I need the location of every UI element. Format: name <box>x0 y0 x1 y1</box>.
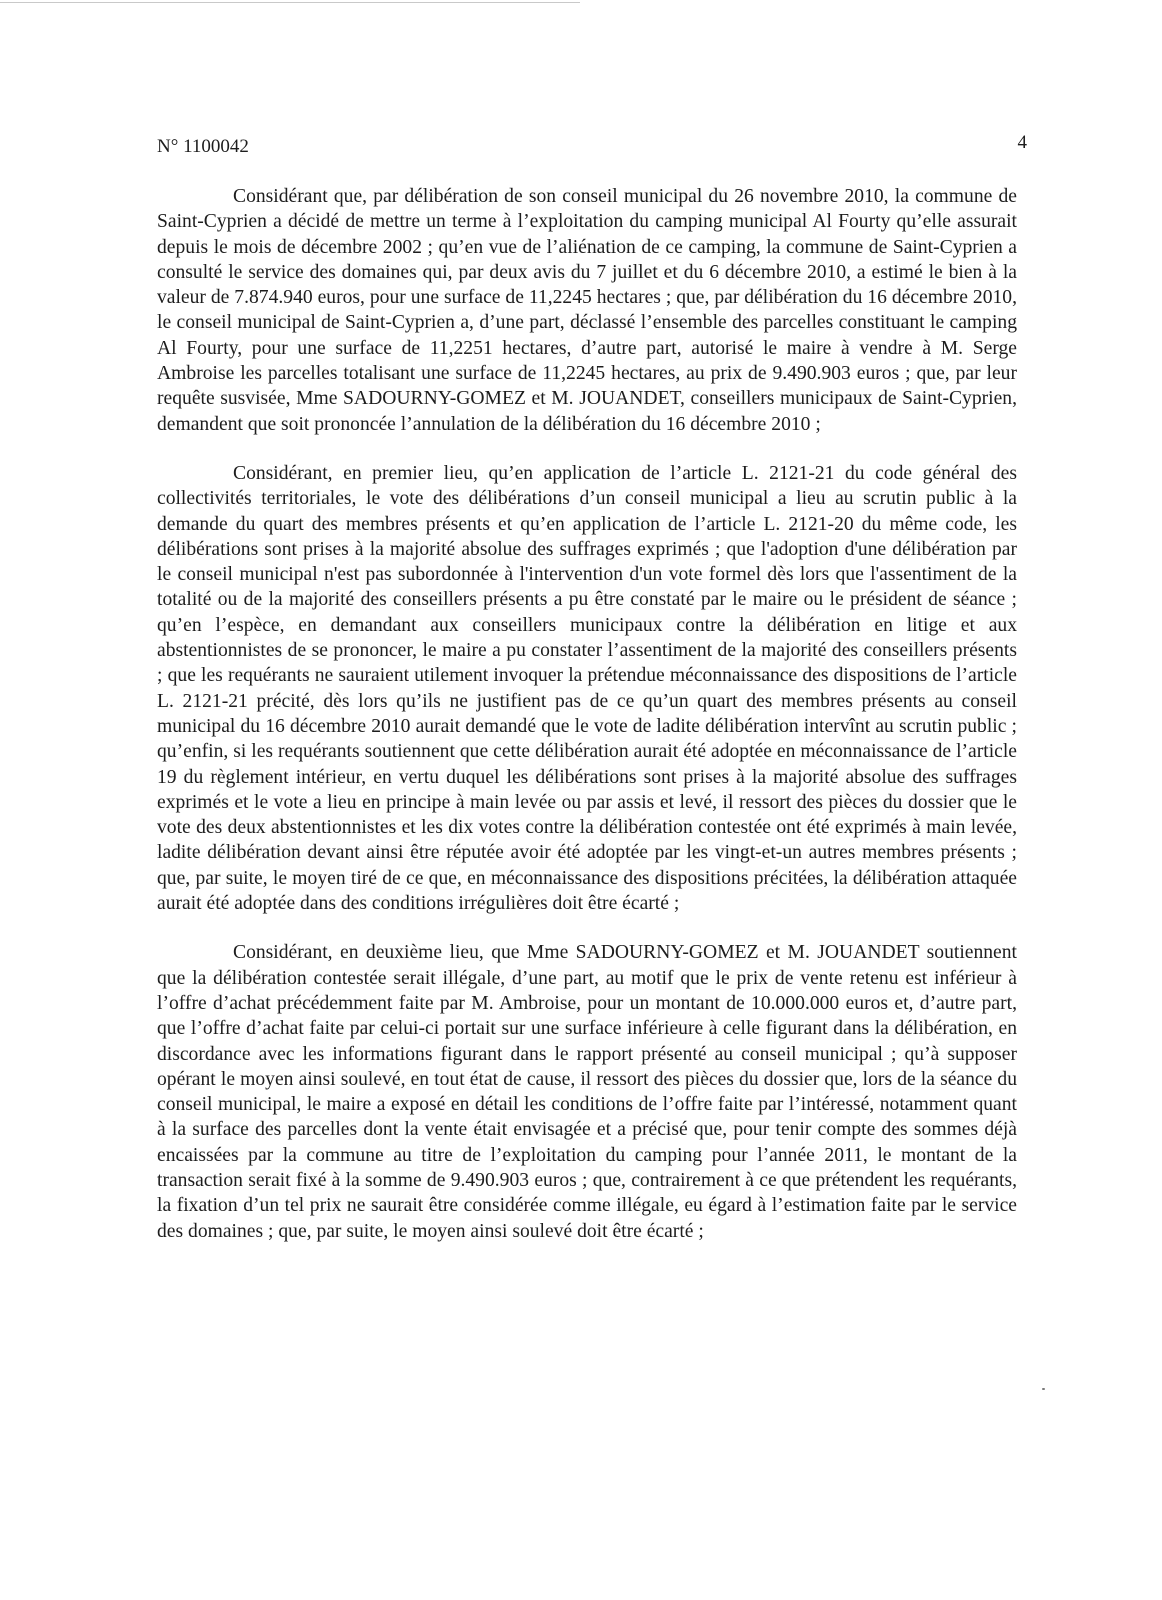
scan-speck <box>1042 1388 1045 1390</box>
paragraph: Considérant, en deuxième lieu, que Mme SADOURNY-GOMEZ et M. JOUANDET soutiennent que la délibération contestée serait illégale, d’une part, au motif que le prix de vente retenu est inférieur à l’offre d’achat précédemment faite par M. Ambroise, pour un montant de 10.000.000 euros et, d’autre part, que l’offre d’achat faite par celui-ci portait sur une surface inférieure à celle figurant dans la délibération, en discordance avec les informations figurant dans le rapport présenté au conseil municipal ; qu’à supposer opérant le moyen ainsi soulevé, en tout état de cause, il ressort des pièces du dossier que, lors de la séance du conseil municipal, le maire a exposé en détail les conditions de l’offre faite par l’intéressé, notamment quant à la surface des parcelles dont la vente était envisagée et a précisé que, pour tenir compte des sommes déjà encaissées par la commune au titre de l’exploitation du camping pour l’année 2011, le montant de la transaction serait fixé à la somme de 9.490.903 euros ; que, contrairement à ce que prétendent les requérants, la fixation d’un tel prix ne saurait être considérée comme illégale, eu égard à l’estimation faite par le service des domaines ; que, par suite, le moyen ainsi soulevé doit être écarté ; <box>157 942 1017 1242</box>
case-number: N° 1100042 <box>157 136 249 157</box>
paragraph: Considérant, en premier lieu, qu’en application de l’article L. 2121-21 du code général des collectivités territoriales, le vote des délibérations d’un conseil municipal a lieu au scrutin public à la demande du quart des membres présents et qu’en application de l’article L. 2121-20 du même code, les délibérations sont prises à la majorité absolue des suffrages exprimés ; que l'adoption d'une délibération par le conseil municipal n'est pas subordonnée à l'intervention d'un vote formel dès lors que l'assentiment de la totalité ou de la majorité des conseillers présents a pu être constaté par le maire ou le président de séance ; qu’en l’espèce, en demandant aux conseillers municipaux contre la délibération en litige et aux abstentionnistes de se prononcer, le maire a pu constater l’assentiment de la majorité des conseillers présents ; que les requérants ne sauraient utilement invoquer la prétendue méconnaissance des dispositions de l’article L. 2121-21 précité, dès lors qu’ils ne justifient pas de ce qu’un quart des membres présents au conseil municipal du 16 décembre 2010 aurait demandé que le vote de ladite délibération intervînt au scrutin public ; qu’enfin, si les requérants soutiennent que cette délibération aurait été adoptée en méconnaissance de l’article 19 du règlement intérieur, en vertu duquel les délibérations sont prises à la majorité absolue des suffrages exprimés et le vote a lieu en principe à main levée ou par assis et levé, il ressort des pièces du dossier que le vote des deux abstentionnistes et les dix votes contre la délibération contestée ont été exprimés à main levée, ladite délibération devant ainsi être réputée avoir été adoptée par les vingt-et-un autres membres présents ; que, par suite, le moyen tiré de ce que, en méconnaissance des dispositions précitées, la délibération attaquée aurait été adoptée dans des conditions irrégulières doit être écarté ; <box>157 462 1017 915</box>
page-header <box>157 132 1027 166</box>
document-body <box>157 184 1017 1244</box>
scan-edge-line <box>0 2 580 3</box>
page-number: 4 <box>1017 132 1027 153</box>
paragraph: Considérant que, par délibération de son conseil municipal du 26 novembre 2010, la commune de Saint-Cyprien a décidé de mettre un terme à l’exploitation du camping municipal Al Fourty qu’elle assurait depuis le mois de décembre 2002 ; qu’en vue de l’aliénation de ce camping, la commune de Saint-Cyprien a consulté le service des domaines qui, par deux avis du 7 juillet et du 6 décembre 2010, a estimé le bien à la valeur de 7.874.940 euros, pour une surface de 11,2245 hectares ; que, par délibération du 16 décembre 2010, le conseil municipal de Saint-Cyprien a, d’une part, déclassé l’ensemble des parcelles constituant le camping Al Fourty, pour une surface de 11,2251 hectares, d’autre part, autorisé le maire à vendre à M. Serge Ambroise les parcelles totalisant une surface de 11,2245 hectares, au prix de 9.490.903 euros ; que, par leur requête susvisée, Mme SADOURNY-GOMEZ et M. JOUANDET, conseillers municipaux de Saint-Cyprien, demandent que soit prononcée l’annulation de la délibération du 16 décembre 2010 ; <box>157 186 1017 435</box>
